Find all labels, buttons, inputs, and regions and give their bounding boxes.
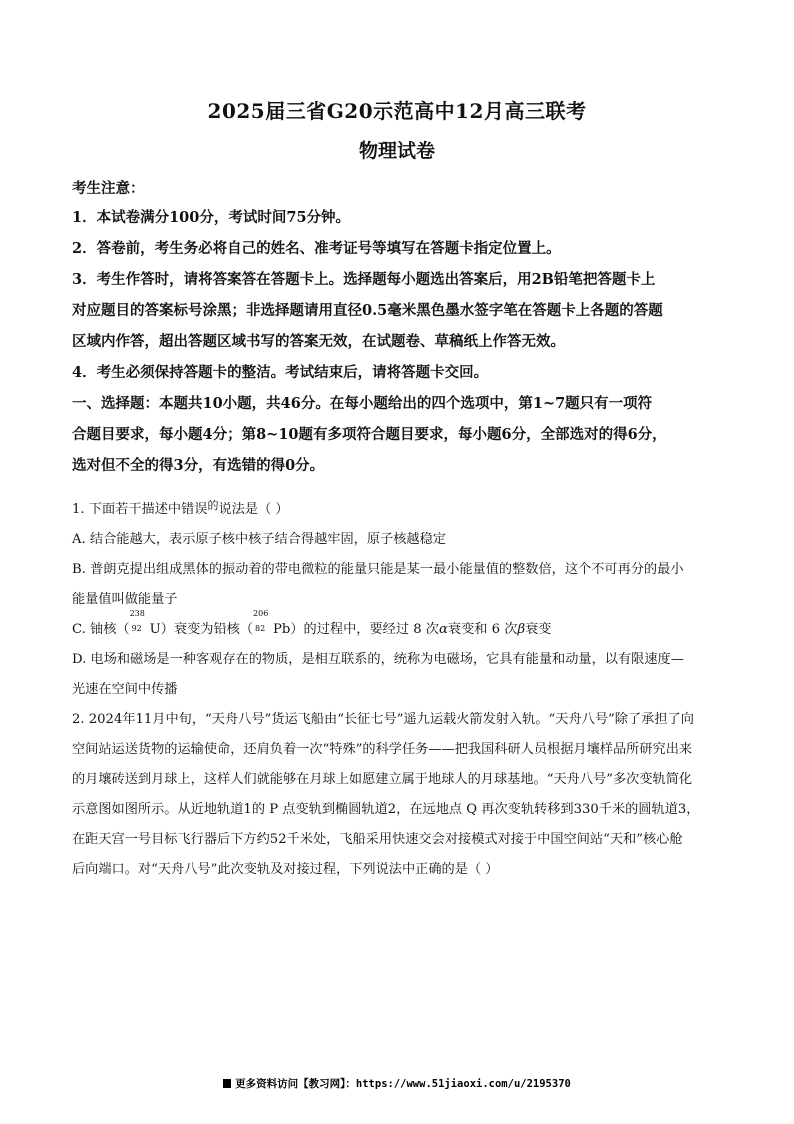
notice-item: 4．考生必须保持答题卡的整洁。考试结束后，请将答题卡交回。	[72, 364, 489, 381]
mass-number: 238	[129, 609, 145, 618]
notice-heading: 考生注意：	[72, 180, 145, 197]
footer-text[interactable]: 更多资料访问【教习网】：https://www.51jiaoxi.com/u/2195370	[235, 1078, 571, 1090]
question-line: 后向端口。对“天舟八号”此次变轨及对接过程，下列说法中正确的是（ ）	[72, 862, 499, 877]
footer-link[interactable]	[0, 1076, 794, 1091]
section-line: 一、选择题：本题共10小题，共46分。在每小题给出的四个选项中，第1~7题只有一项符	[72, 395, 653, 412]
option-a: A. 结合能越大，表示原子核中核子结合得越牢固，原子核越稳定	[72, 532, 446, 547]
notice-item: 2．答卷前，考生务必将自己的姓名、准考证号等填写在答题卡指定位置上。	[72, 240, 561, 257]
option-text: 衰变	[525, 622, 552, 637]
mass-number: 206	[253, 609, 269, 618]
notice-list	[72, 202, 722, 388]
notice-item: 3．考生作答时，请将答案答在答题卡上。选择题每小题选出答案后，用2B铅笔把答题卡上	[72, 271, 656, 288]
exam-title: 2025届三省G20示范高中12月高三联考	[207, 99, 587, 123]
question-line: 示意图如图所示。从近地轨道1的 P 点变轨到椭圆轨道2，在远地点 Q 再次变轨转移到330千米的圆轨道3，	[72, 802, 700, 817]
section-line: 合题目要求，每小题4分；第8~10题有多项符合题目要求，每小题6分，全部选对的得6分，	[72, 426, 667, 443]
lead-nuclide	[253, 609, 273, 633]
question-line: 空间站运送货物的运输使命，还肩负着一次“特殊”的科学任务——把我国科研人员根据月壤样品所研究出来	[72, 742, 693, 757]
question-line: 的月壤砖送到月球上，这样人们就能够在月球上如愿建立属于地球人的月球基地。“天舟八号”多次变轨简化	[72, 772, 693, 787]
question-line: 2. 2024年11月中旬，“天舟八号”货运飞船由“长征七号”遥九运载火箭发射入轨。“天舟八号”除了承担了向	[72, 712, 694, 727]
flag-icon	[223, 1079, 231, 1088]
notice-item: 1．本试卷满分100分，考试时间75分钟。	[72, 209, 351, 226]
option-d	[72, 645, 722, 705]
stem-text: 说法是（ ）	[218, 502, 289, 517]
option-text: 光速在空间中传播	[72, 682, 178, 697]
question-stem	[72, 491, 722, 525]
atomic-number: 92	[131, 624, 142, 633]
option-text: C. 铀核（	[72, 622, 130, 637]
notice-item: 对应题目的答案标号涂黑；非选择题请用直径0.5毫米黑色墨水签字笔在答题卡上各题的答题	[72, 302, 663, 319]
question-2	[72, 705, 722, 885]
exam-subtitle: 物理试卷	[358, 140, 435, 162]
option-text: B. 普朗克提出组成黑体的振动着的带电微粒的能量只能是某一最小能量值的整数倍，这个不可再分的最小	[72, 562, 684, 577]
notice-item: 区域内作答，超出答题区域书写的答案无效，在试题卷、草稿纸上作答无效。	[72, 333, 565, 350]
alpha-symbol: α	[439, 622, 448, 637]
option-text: 能量值叫做能量子	[72, 592, 178, 607]
option-text: D. 电场和磁场是一种客观存在的物质，是相互联系的，统称为电磁场，它具有能量和动量，以有限速度—	[72, 652, 684, 667]
option-text: ）的过程中，要经过 8 次	[290, 622, 439, 637]
element-symbol: Pb	[273, 622, 291, 637]
stem-text: 1. 下面若干描述中错误	[72, 502, 208, 517]
element-symbol: U	[149, 622, 161, 637]
option-text: ）衰变为铅核（	[160, 622, 254, 637]
atomic-number: 82	[255, 624, 266, 633]
section-instructions	[72, 388, 722, 481]
option-text: 衰变和 6 次	[447, 622, 518, 637]
question-1	[72, 491, 722, 705]
option-b	[72, 555, 722, 615]
beta-symbol: β	[517, 622, 526, 637]
stem-text: 的	[207, 499, 219, 512]
question-line: 在距天宫一号目标飞行器后下方约52千米处，飞船采用快速交会对接模式对接于中国空间站“天和”核心舱	[72, 832, 683, 847]
option-c	[72, 609, 722, 645]
section-line: 选对但不全的得3分，有选错的得0分。	[72, 457, 325, 474]
exam-page	[72, 96, 722, 885]
uranium-nuclide	[129, 609, 150, 633]
